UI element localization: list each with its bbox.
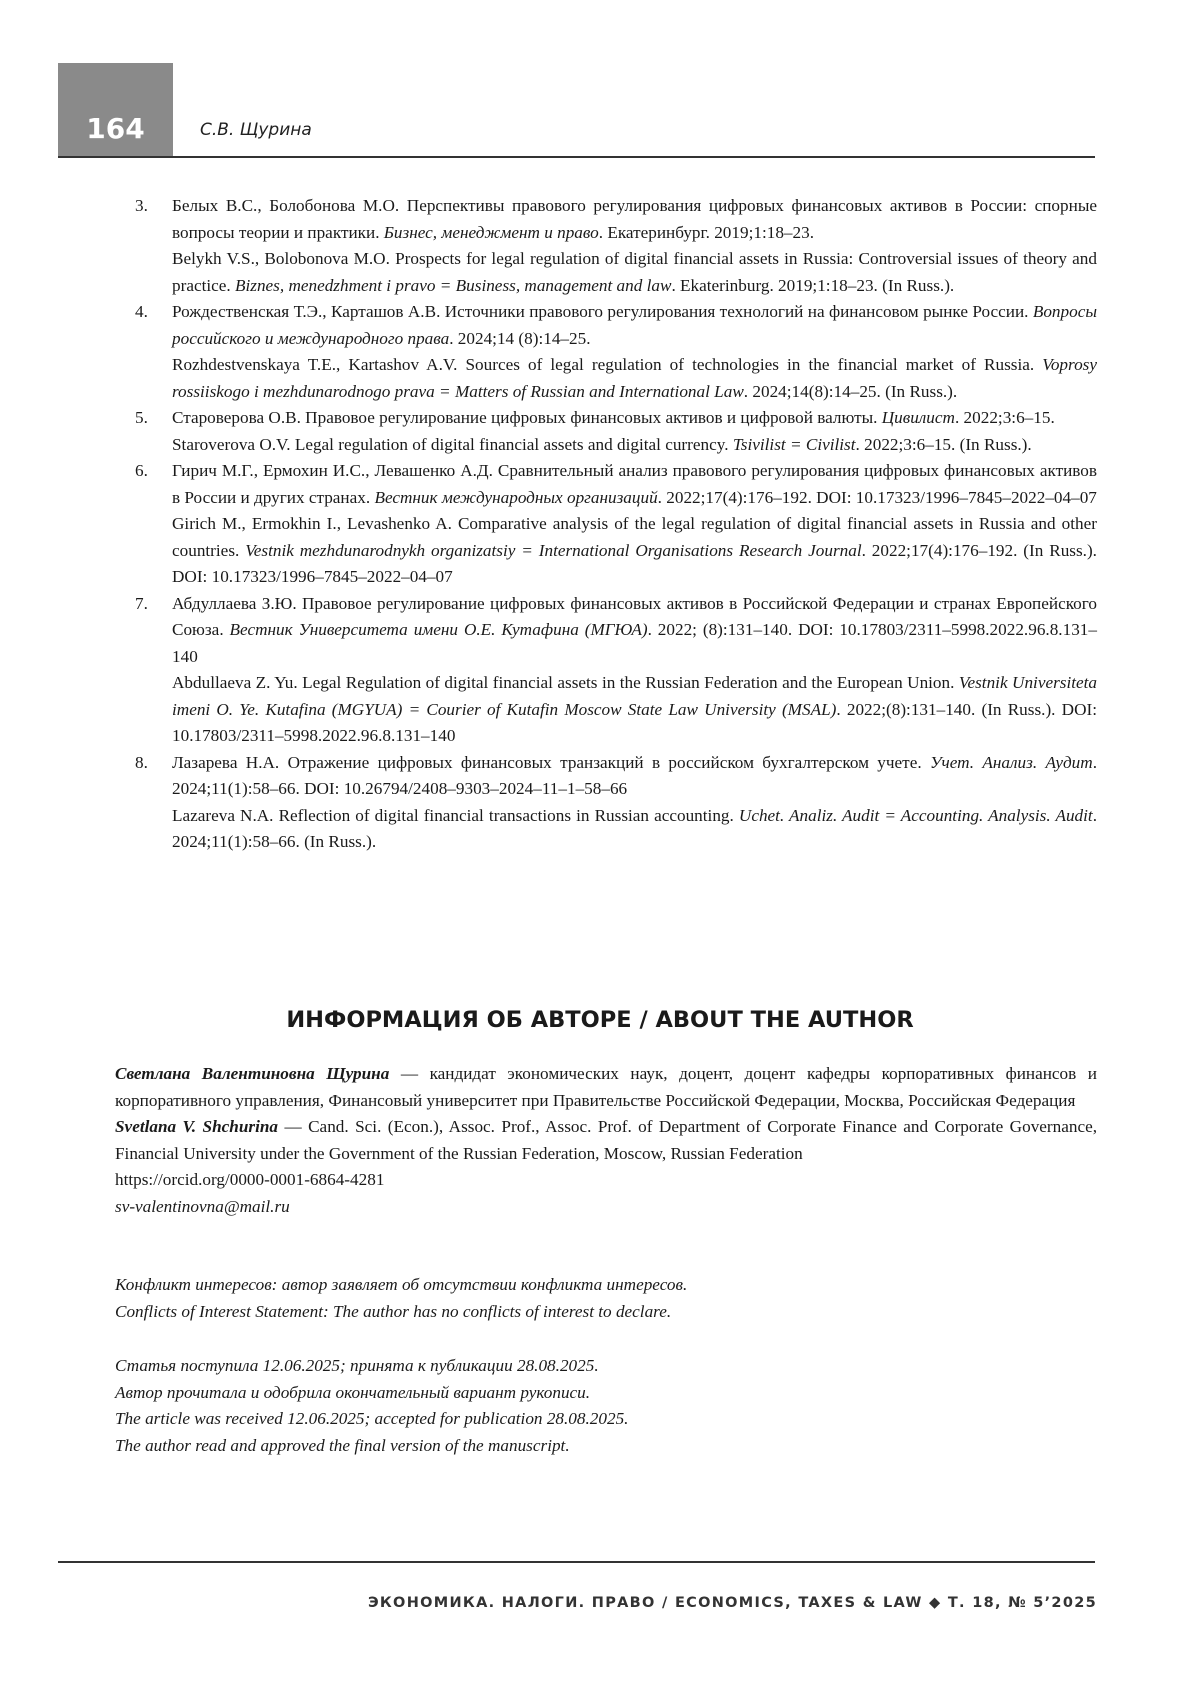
- header-divider: [58, 156, 1095, 158]
- running-header-author: С.В. Щурина: [200, 120, 312, 140]
- page-number: 164: [86, 112, 145, 145]
- reference-en: Belykh V.S., Bolobonova M.O. Prospects for legal regulation of digital financial assets in Russia: Controversial issues of theory and practice. Biznes, menedzhment i pravo = Business, management and law. Ekaterinburg. 2019;1:18–23. (In Russ.).: [172, 249, 1097, 295]
- reference-ru: Лазарева Н.А. Отражение цифровых финансовых транзакций в российском бухгалтерском учете. Учет. Анализ. Аудит. 2024;11(1):58–66. DOI: 10.26794/2408–9303–2024–11–1–58–66: [172, 752, 1097, 798]
- reference-number: 3.: [135, 196, 148, 215]
- reference-item: [135, 750, 1097, 856]
- reference-item: [135, 299, 1097, 405]
- conflict-statement: [115, 1272, 1097, 1325]
- footer-divider: [58, 1561, 1095, 1563]
- running-footer: [368, 1595, 1097, 1611]
- reference-item: [135, 405, 1097, 458]
- reference-number: 7.: [135, 593, 148, 613]
- orcid-link[interactable]: https://orcid.org/0000-0001-6864-4281: [115, 1170, 385, 1189]
- reference-number: 5.: [135, 408, 148, 427]
- conflict-en: Conflicts of Interest Statement: The author has no conflicts of interest to declare.: [115, 1301, 672, 1321]
- reference-item: [135, 193, 1097, 299]
- reference-item: [135, 458, 1097, 591]
- reference-number: 8.: [135, 752, 148, 772]
- reference-en: Rozhdestvenskaya T.E., Kartashov A.V. Sources of legal regulation of technologies in the financial market of Russia. Voprosy rossiiskogo i mezhdunarodnogo prava = Matters of Russian and International Law. 2024;14(8):14–25. (In Russ.).: [172, 355, 1097, 401]
- conflict-ru: Конфликт интересов: автор заявляет об отсутствии конфликта интересов.: [115, 1275, 688, 1294]
- approved-ru: Автор прочитала и одобрила окончательный вариант рукописи.: [115, 1382, 591, 1402]
- author-name-ru: Светлана Валентиновна Щурина: [115, 1064, 390, 1083]
- section-title: ИНФОРМАЦИЯ ОБ АВТОРЕ / ABOUT THE AUTHOR: [286, 1007, 914, 1033]
- reference-ru: Рождественская Т.Э., Карташов А.В. Источники правового регулирования технологий на финансовом рынке России. Вопросы российского и международного права. 2024;14 (8):14–25.: [172, 302, 1097, 348]
- reference-number: 6.: [135, 461, 148, 480]
- email-link[interactable]: sv-valentinovna@mail.ru: [115, 1196, 290, 1216]
- journal-title: ЭКОНОМИКА. НАЛОГИ. ПРАВО / ECONOMICS, TAXES & LAW: [367, 1595, 923, 1611]
- reference-number: 4.: [135, 302, 148, 321]
- received-en: The article was received 12.06.2025; accepted for publication 28.08.2025.: [115, 1409, 629, 1428]
- reference-ru: Гирич М.Г., Ермохин И.С., Левашенко А.Д. Сравнительный анализ правового регулирования цифровых финансовых активов в России и других странах. Вестник международных организаций. 2022;17(4):176–192. DOI: 10.17323/1996–7845–2022–04–07: [172, 461, 1097, 507]
- reference-en: Lazareva N.A. Reflection of digital financial transactions in Russian accounting. Uchet. Analiz. Audit = Accounting. Analysis. Audit. 2024;11(1):58–66. (In Russ.).: [172, 805, 1097, 851]
- author-bio-ru: Светлана Валентиновна Щурина — кандидат экономических наук, доцент, доцент кафедры корпоративных финансов и корпоративного управления, Финансовый университет при Правительстве Российской Федерации, Москва, Российская Федерация: [115, 1064, 1098, 1110]
- reference-en: Staroverova O.V. Legal regulation of digital financial assets and digital currency. Tsivilist = Civilist. 2022;3:6–15. (In Russ.).: [172, 434, 1032, 454]
- article-dates: [115, 1353, 1097, 1459]
- reference-ru: Белых В.С., Болобонова М.О. Перспективы правового регулирования цифровых финансовых активов в России: спорные вопросы теории и практики. Бизнес, менеджмент и право. Екатеринбург. 2019;1:18–23.: [172, 196, 1097, 242]
- received-ru: Статья поступила 12.06.2025; принята к публикации 28.08.2025.: [115, 1356, 599, 1375]
- author-name-en: Svetlana V. Shchurina: [115, 1117, 279, 1136]
- reference-ru: Староверова О.В. Правовое регулирование цифровых финансовых активов и цифровой валюты. Цивилист. 2022;3:6–15.: [172, 408, 1055, 427]
- reference-en: Abdullaeva Z. Yu. Legal Regulation of digital financial assets in the Russian Federation and the European Union. Vestnik Universiteta imeni O. Ye. Kutafina (MGYUA) = Courier of Kutafin Moscow State Law University (MSAL). 2022;(8):131–140. (In Russ.). DOI: 10.17803/2311–5998.2022.96.8.131–140: [172, 673, 1098, 745]
- reference-en: Girich M., Ermokhin I., Levashenko A. Comparative analysis of the legal regulation of digital financial assets in Russia and other countries. Vestnik mezhdunarodnykh organizatsiy = International Organisations Research Journal. 2022;17(4):176–192. (In Russ.). DOI: 10.17323/1996–7845–2022–04–07: [172, 514, 1097, 586]
- diamond-icon: ◆: [929, 1595, 942, 1611]
- approved-en: The author read and approved the final version of the manuscript.: [115, 1435, 570, 1455]
- issue-info: Т. 18, № 5’2025: [947, 1595, 1097, 1611]
- reference-ru: Абдуллаева З.Ю. Правовое регулирование цифровых финансовых активов в Российской Федерации и странах Европейского Союза. Вестник Университета имени О.Е. Кутафина (МГЮА). 2022; (8):131–140. DOI: 10.17803/2311–5998.2022.96.8.131–140: [172, 593, 1097, 666]
- reference-item: [135, 591, 1097, 750]
- author-info: [115, 1061, 1097, 1220]
- reference-list: [135, 193, 1097, 856]
- author-bio-en: Svetlana V. Shchurina — Cand. Sci. (Econ.), Assoc. Prof., Assoc. Prof. of Department of Corporate Finance and Corporate Governance, Financial University under the Government of the Russian Federation, Moscow, Russian Federation: [115, 1117, 1098, 1163]
